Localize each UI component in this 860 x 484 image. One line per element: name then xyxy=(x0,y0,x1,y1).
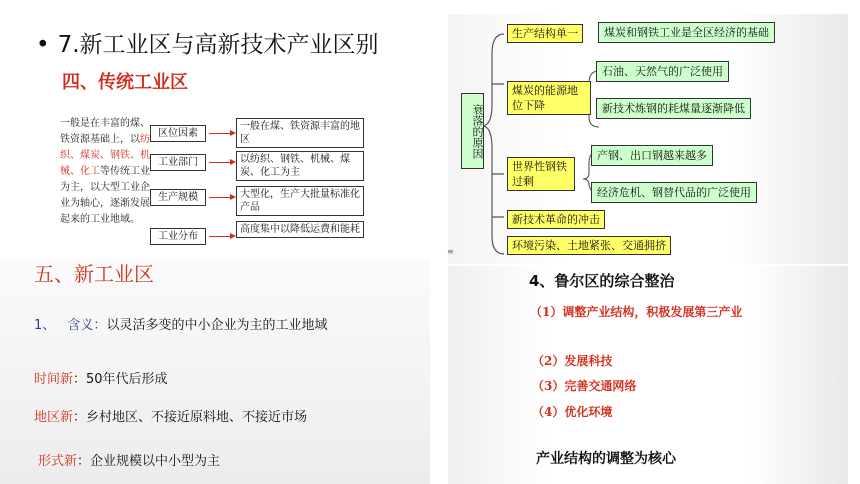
time-line xyxy=(34,368,168,387)
steel-surplus-box: 世界性钢铁过剩 xyxy=(507,157,575,191)
time-key: 时间新 xyxy=(34,372,74,387)
row-desc-sector: 以纺织、钢铁、机械、煤炭、化工为主 xyxy=(236,151,364,181)
intro-part2: 等传统工业为主，以大型工业企业为轴心，逐渐发展起来的工业地域。 xyxy=(60,166,150,225)
time-value: ：50年代后形成 xyxy=(73,372,168,387)
form-value: ：企业规模以中小型为主 xyxy=(77,454,221,469)
coal-status-box: 煤炭的能源地位下降 xyxy=(507,81,591,115)
arrow-icon xyxy=(209,133,234,134)
meaning-value: 以灵活多变的中小企业为主的工业地域 xyxy=(106,318,328,333)
menu-icon: ≡ xyxy=(447,247,454,256)
arrow-icon xyxy=(209,197,234,198)
slide-title-text: 7.新工业区与高新技术产业区别 xyxy=(57,32,379,58)
area-value: ：乡村地区、不接近原料地、不接近市场 xyxy=(73,410,308,425)
ruhr-item-1: （1）调整产业结构，积极发展第三产业 xyxy=(530,305,743,319)
form-line xyxy=(38,450,220,469)
steel-sub2-box: 经济危机、钢替代品的广泛使用 xyxy=(591,182,757,203)
ruhr-item-3: （3）完善交通网络 xyxy=(532,379,637,393)
row-desc-distribution: 高度集中以降低运费和能耗 xyxy=(236,221,364,238)
intro-part1: 一般是在丰富的煤、铁资源基础上，以 xyxy=(60,118,150,145)
traditional-heading: 四、传统工业区 xyxy=(62,72,188,93)
environment-box: 环境污染、土地紧张、交通拥挤 xyxy=(507,236,671,255)
traditional-intro xyxy=(60,116,152,228)
tech-revolution-box: 新技术革命的冲击 xyxy=(507,210,605,229)
arrow-icon xyxy=(209,236,234,237)
coal-sub1-box: 石油、天然气的广泛使用 xyxy=(596,61,729,82)
single-structure-box: 生产结构单一 xyxy=(507,24,583,43)
row-label-distribution: 工业分布 xyxy=(150,228,206,245)
row-label-scale: 生产规模 xyxy=(150,189,206,206)
bullet-icon: • xyxy=(36,32,50,58)
arrow-icon xyxy=(209,162,234,163)
coal-sub2-box: 新技术炼钢的耗煤量逐渐降低 xyxy=(596,98,751,119)
meaning-key: 含义： xyxy=(67,318,107,333)
row-label-sector: 工业部门 xyxy=(150,154,206,171)
meaning-num: 1、 xyxy=(34,318,56,333)
area-line xyxy=(34,406,307,425)
decline-center-box: 衰落的原因 xyxy=(461,93,484,169)
ruhr-title: 4、鲁尔区的综合整治 xyxy=(529,272,675,290)
ruhr-item-2: （2）发展科技 xyxy=(532,354,613,368)
new-industrial-heading: 五、新工业区 xyxy=(34,262,154,286)
intro-highlight: 纺织、煤炭、钢铁、机械、化工 xyxy=(60,134,150,177)
row-desc-location: 一般在煤、铁资源丰富的地区 xyxy=(236,118,364,148)
area-key: 地区新 xyxy=(34,410,74,425)
meaning-line xyxy=(34,314,327,333)
ruhr-item-4: （4）优化环境 xyxy=(532,405,613,419)
slide-title xyxy=(36,26,379,59)
ruhr-core: 产业结构的调整为核心 xyxy=(536,451,676,467)
row-label-location: 区位因素 xyxy=(150,125,206,142)
form-key: 形式新 xyxy=(38,454,78,469)
single-structure-desc-box: 煤炭和钢铁工业是全区经济的基础 xyxy=(598,22,775,43)
row-desc-scale: 大型化，生产大批量标准化产品 xyxy=(236,186,364,216)
steel-sub1-box: 产钢、出口钢越来越多 xyxy=(591,145,713,166)
